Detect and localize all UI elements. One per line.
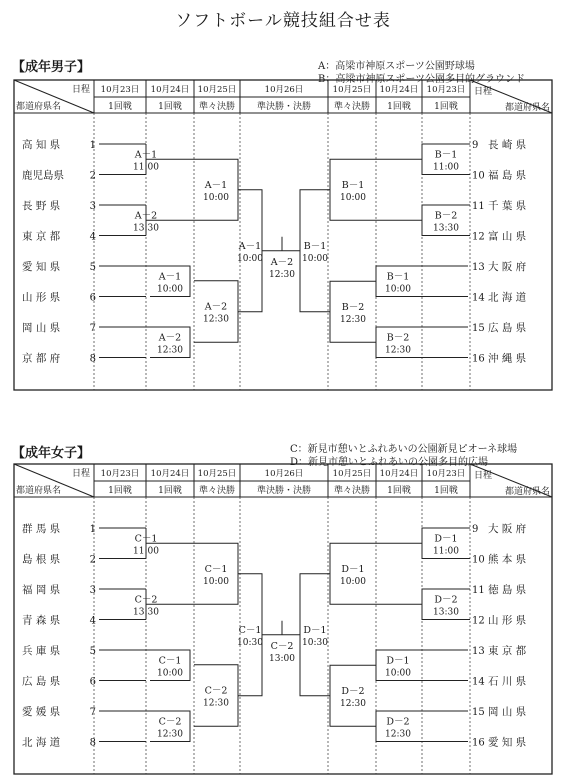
match-l1a-label: C－1 (134, 533, 158, 545)
match-l2b-time: 12:30 (157, 729, 183, 740)
team-right: 愛 知 県 (488, 736, 527, 749)
seed-right: 13 (472, 646, 485, 657)
seed-right: 16 (472, 353, 485, 365)
seed-left: 1 (89, 140, 96, 151)
match-final-label: A－2 (270, 256, 294, 268)
team-left: 島 根 県 (22, 553, 61, 566)
match-r2a-time: 10:00 (385, 668, 411, 679)
header-schedule-label-left: 日程 (71, 469, 90, 479)
seed-right: 15 (472, 707, 485, 718)
team-left: 群 馬 県 (22, 523, 61, 535)
seed-right: 9 (472, 140, 479, 151)
match-rq2-time: 12:30 (340, 698, 366, 709)
seed-left: 6 (89, 292, 96, 304)
match-lq1-time: 10:00 (203, 576, 229, 587)
seed-right: 15 (472, 323, 485, 334)
team-left: 兵 庫 県 (22, 645, 61, 657)
match-sfl-time: 10:00 (237, 253, 263, 264)
seed-right: 11 (472, 201, 485, 212)
team-left: 福 岡 県 (22, 584, 61, 596)
date-header: 10月25日 (332, 469, 372, 479)
team-left: 愛 知 県 (22, 261, 61, 273)
venue-d: D：新見市憩いとふれあいの公園多目的広場 (290, 457, 489, 468)
seed-right: 13 (472, 262, 485, 273)
round-header: 1回戦 (387, 486, 411, 496)
team-right: 山 形 県 (488, 614, 527, 627)
match-l1a-time: 11:00 (133, 162, 159, 173)
team-left: 広 島 県 (22, 675, 61, 688)
match-lq2-label: A－2 (204, 301, 228, 313)
round-header: 1回戦 (108, 486, 132, 496)
date-header: 10月23日 (100, 469, 140, 479)
seed-left: 4 (89, 615, 96, 627)
venue-b: B：高梁市神原スポーツ公園多目的グラウンド (318, 74, 525, 85)
team-left: 山 形 県 (22, 291, 61, 304)
seed-left: 4 (89, 231, 96, 243)
seed-left: 3 (89, 585, 96, 596)
venue-c: C：新見市憩いとふれあいの公園新見ピオーネ球場 (290, 444, 518, 455)
match-r1a-time: 11:00 (433, 546, 459, 557)
match-l1b-time: 13:30 (133, 223, 159, 234)
seed-right: 16 (472, 737, 485, 749)
seed-right: 11 (472, 585, 485, 596)
match-r2b-label: B－2 (386, 332, 410, 344)
seed-left: 8 (89, 737, 96, 749)
date-header: 10月24日 (379, 85, 419, 95)
seed-left: 5 (89, 262, 96, 273)
header-schedule-label-right: 日程 (474, 471, 493, 481)
match-sfr-time: 10:00 (302, 253, 328, 264)
match-r2b-time: 12:30 (385, 345, 411, 356)
match-sfr-label: D－1 (303, 624, 327, 636)
bracket-women (0, 464, 566, 774)
round-header: 1回戦 (108, 102, 132, 112)
match-r1b-label: D－2 (434, 594, 458, 606)
match-r1b-time: 13:30 (433, 607, 459, 618)
team-right: 千 葉 県 (488, 200, 527, 212)
seed-left: 6 (89, 676, 96, 688)
round-header: 準々決勝 (333, 102, 371, 112)
match-r2a-label: D－1 (386, 655, 410, 667)
round-header: 1回戦 (434, 486, 458, 496)
seed-right: 9 (472, 524, 479, 535)
header-prefecture-label-right: 都道府県名 (504, 103, 550, 113)
match-l1a-time: 11:00 (133, 546, 159, 557)
team-left: 北 海 道 (22, 736, 61, 749)
match-lq1-label: C－1 (204, 563, 228, 575)
match-l2a-label: C－1 (158, 655, 182, 667)
seed-right: 12 (472, 231, 485, 243)
match-sfr-label: B－1 (303, 240, 327, 252)
match-r2a-label: B－1 (386, 271, 410, 283)
seed-right: 14 (472, 292, 485, 304)
seed-left: 7 (89, 323, 96, 334)
page-title: ソフトボール競技組合せ表 (175, 11, 391, 31)
date-header: 10月25日 (197, 85, 237, 95)
team-left: 長 野 県 (22, 200, 61, 212)
match-l1b-label: A－2 (134, 210, 158, 222)
seed-left: 2 (89, 170, 96, 182)
match-l2b-label: A－2 (158, 332, 182, 344)
match-l1b-label: C－2 (134, 594, 158, 606)
seed-left: 3 (89, 201, 96, 212)
seed-left: 5 (89, 646, 96, 657)
date-header: 10月26日 (264, 85, 304, 95)
seed-left: 2 (89, 554, 96, 566)
section-label-men: 【成年男子】 (12, 60, 91, 75)
date-header: 10月24日 (150, 85, 190, 95)
header-schedule-label-left: 日程 (71, 85, 90, 95)
seed-left: 1 (89, 524, 96, 535)
match-r1b-label: B－2 (434, 210, 458, 222)
seed-right: 10 (472, 170, 485, 182)
team-left: 鹿児島県 (22, 169, 64, 182)
header-prefecture-label-left: 都道府県名 (16, 486, 62, 496)
round-header: 1回戦 (158, 102, 182, 112)
team-right: 徳 島 県 (488, 584, 527, 596)
match-r1a-label: B－1 (434, 149, 458, 161)
match-final-label: C－2 (270, 640, 294, 652)
round-header: 準決勝・決勝 (256, 486, 312, 496)
match-r1b-time: 13:30 (433, 223, 459, 234)
round-header: 準々決勝 (198, 486, 236, 496)
match-rq2-label: B－2 (341, 301, 365, 313)
match-lq1-label: A－1 (204, 179, 228, 191)
match-l2a-time: 10:00 (157, 668, 183, 679)
team-left: 東 京 都 (22, 230, 61, 243)
team-right: 熊 本 県 (488, 553, 527, 566)
header-prefecture-label-right: 都道府県名 (504, 487, 550, 497)
seed-right: 10 (472, 554, 485, 566)
team-left: 愛 媛 県 (22, 706, 61, 718)
team-right: 岡 山 県 (488, 706, 527, 718)
match-l2b-label: C－2 (158, 716, 182, 728)
match-rq1-time: 10:00 (340, 576, 366, 587)
match-r2b-label: D－2 (386, 716, 410, 728)
match-l1b-time: 13:30 (133, 607, 159, 618)
match-rq1-label: D－1 (341, 563, 365, 575)
match-final-time: 13:00 (269, 653, 295, 664)
venue-a: A：高梁市神原スポーツ公園野球場 (318, 61, 475, 72)
team-right: 長 崎 県 (488, 139, 527, 151)
match-l1a-label: A－1 (134, 149, 158, 161)
team-left: 高 知 県 (22, 139, 61, 151)
team-left: 京 都 府 (22, 352, 61, 365)
date-header: 10月23日 (426, 469, 466, 479)
match-l2a-time: 10:00 (157, 284, 183, 295)
team-right: 大 阪 府 (488, 523, 527, 535)
team-left: 青 森 県 (22, 614, 61, 627)
team-right: 東 京 都 (488, 645, 527, 657)
team-right: 石 川 県 (488, 675, 527, 688)
team-right: 大 阪 府 (488, 261, 527, 273)
header-schedule-label-right: 日程 (474, 87, 493, 97)
match-lq2-time: 12:30 (203, 698, 229, 709)
match-lq1-time: 10:00 (203, 192, 229, 203)
team-right: 富 山 県 (488, 230, 527, 243)
date-header: 10月24日 (379, 469, 419, 479)
round-header: 1回戦 (387, 102, 411, 112)
round-header: 準決勝・決勝 (256, 102, 312, 112)
section-label-women: 【成年女子】 (12, 446, 91, 461)
date-header: 10月24日 (150, 469, 190, 479)
match-lq2-label: C－2 (204, 685, 228, 697)
date-header: 10月25日 (197, 469, 237, 479)
round-header: 1回戦 (434, 102, 458, 112)
date-header: 10月26日 (264, 469, 304, 479)
round-header: 準々決勝 (198, 102, 236, 112)
team-right: 広 島 県 (488, 322, 527, 334)
round-header: 準々決勝 (333, 486, 371, 496)
match-lq2-time: 12:30 (203, 314, 229, 325)
match-sfr-time: 10:30 (302, 637, 328, 648)
match-r1a-label: D－1 (434, 533, 458, 545)
match-rq2-label: D－2 (341, 685, 365, 697)
match-rq2-time: 12:30 (340, 314, 366, 325)
team-left: 岡 山 県 (22, 322, 61, 334)
header-prefecture-label-left: 都道府県名 (16, 102, 62, 112)
seed-left: 8 (89, 353, 96, 365)
match-final-time: 12:30 (269, 269, 295, 280)
match-r2b-time: 12:30 (385, 729, 411, 740)
match-rq1-time: 10:00 (340, 192, 366, 203)
team-right: 福 島 県 (488, 169, 527, 182)
date-header: 10月23日 (100, 85, 140, 95)
match-r2a-time: 10:00 (385, 284, 411, 295)
match-sfl-label: A－1 (238, 240, 262, 252)
match-rq1-label: B－1 (341, 179, 365, 191)
match-l2a-label: A－1 (158, 271, 182, 283)
team-right: 北 海 道 (488, 291, 527, 304)
match-r1a-time: 11:00 (433, 162, 459, 173)
round-header: 1回戦 (158, 486, 182, 496)
team-right: 沖 縄 県 (488, 352, 527, 365)
date-header: 10月25日 (332, 85, 372, 95)
seed-right: 12 (472, 615, 485, 627)
match-sfl-label: C－1 (238, 624, 262, 636)
match-l2b-time: 12:30 (157, 345, 183, 356)
bracket-men (0, 80, 566, 390)
seed-right: 14 (472, 676, 485, 688)
match-sfl-time: 10:30 (237, 637, 263, 648)
date-header: 10月23日 (426, 85, 466, 95)
seed-left: 7 (89, 707, 96, 718)
